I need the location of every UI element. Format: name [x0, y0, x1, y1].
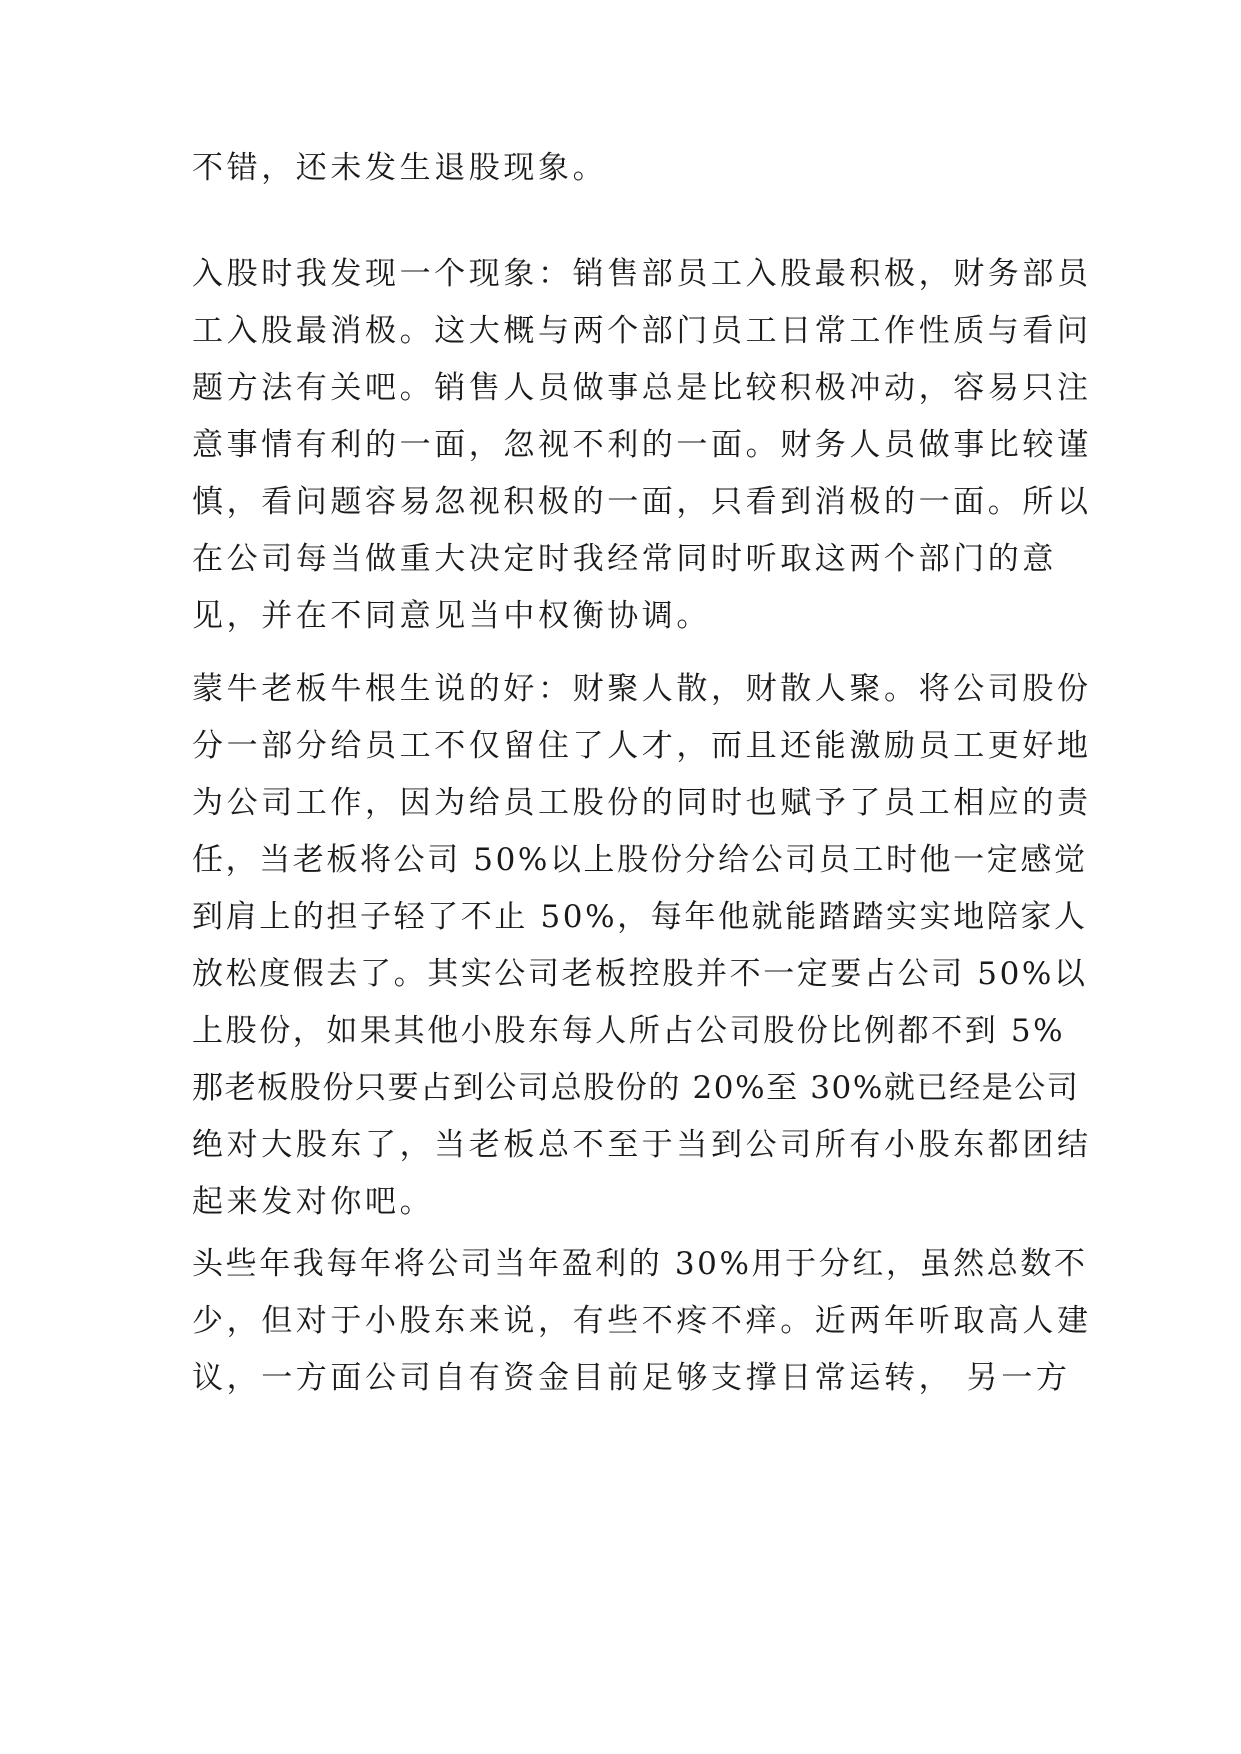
text-line: 到肩上的担子轻了不止 50%，每年他就能踏踏实实地陪家人 — [192, 899, 1088, 935]
text-line: 题方法有关吧。销售人员做事总是比较积极冲动，容易只注 — [192, 370, 1092, 406]
text-line: 为公司工作，因为给员工股份的同时也赋予了员工相应的责 — [192, 785, 1092, 821]
text-line: 上股份，如果其他小股东每人所占公司股份比例都不到 5% — [192, 1013, 1066, 1049]
text-line: 不错，还未发生退股现象。 — [192, 150, 608, 186]
paragraph-2 — [192, 246, 1092, 645]
text-line: 议，一方面公司自有资金目前足够支撑日常运转， 另一方 — [192, 1360, 1071, 1396]
paragraph-1 — [192, 140, 1052, 197]
text-line: 入股时我发现一个现象：销售部员工入股最积极，财务部员 — [192, 256, 1092, 292]
text-line: 任，当老板将公司 50%以上股份分给公司员工时他一定感觉 — [192, 842, 1088, 878]
text-line: 见，并在不同意见当中权衡协调。 — [192, 598, 711, 634]
text-line: 那老板股份只要占到公司总股份的 20%至 30%就已经是公司 — [192, 1070, 1080, 1106]
text-line: 在公司每当做重大决定时我经常同时听取这两个部门的意 — [192, 541, 1057, 577]
text-line: 少，但对于小股东来说，有些不疼不痒。近两年听取高人建 — [192, 1303, 1092, 1339]
text-line: 起来发对你吧。 — [192, 1184, 435, 1220]
paragraph-4 — [192, 1236, 1092, 1407]
text-line: 头些年我每年将公司当年盈利的 30%用于分红，虽然总数不 — [192, 1246, 1088, 1282]
text-line: 绝对大股东了，当老板总不至于当到公司所有小股东都团结 — [192, 1127, 1092, 1163]
text-line: 蒙牛老板牛根生说的好：财聚人散，财散人聚。将公司股份 — [192, 671, 1092, 707]
text-line: 放松度假去了。其实公司老板控股并不一定要占公司 50%以 — [192, 956, 1088, 992]
text-line: 工入股最消极。这大概与两个部门员工日常工作性质与看问 — [192, 313, 1092, 349]
text-line: 慎，看问题容易忽视积极的一面，只看到消极的一面。所以 — [192, 484, 1092, 520]
paragraph-3 — [192, 661, 1092, 1231]
text-line: 意事情有利的一面，忽视不利的一面。财务人员做事比较谨 — [192, 427, 1092, 463]
text-line: 分一部分给员工不仅留住了人才，而且还能激励员工更好地 — [192, 728, 1092, 764]
